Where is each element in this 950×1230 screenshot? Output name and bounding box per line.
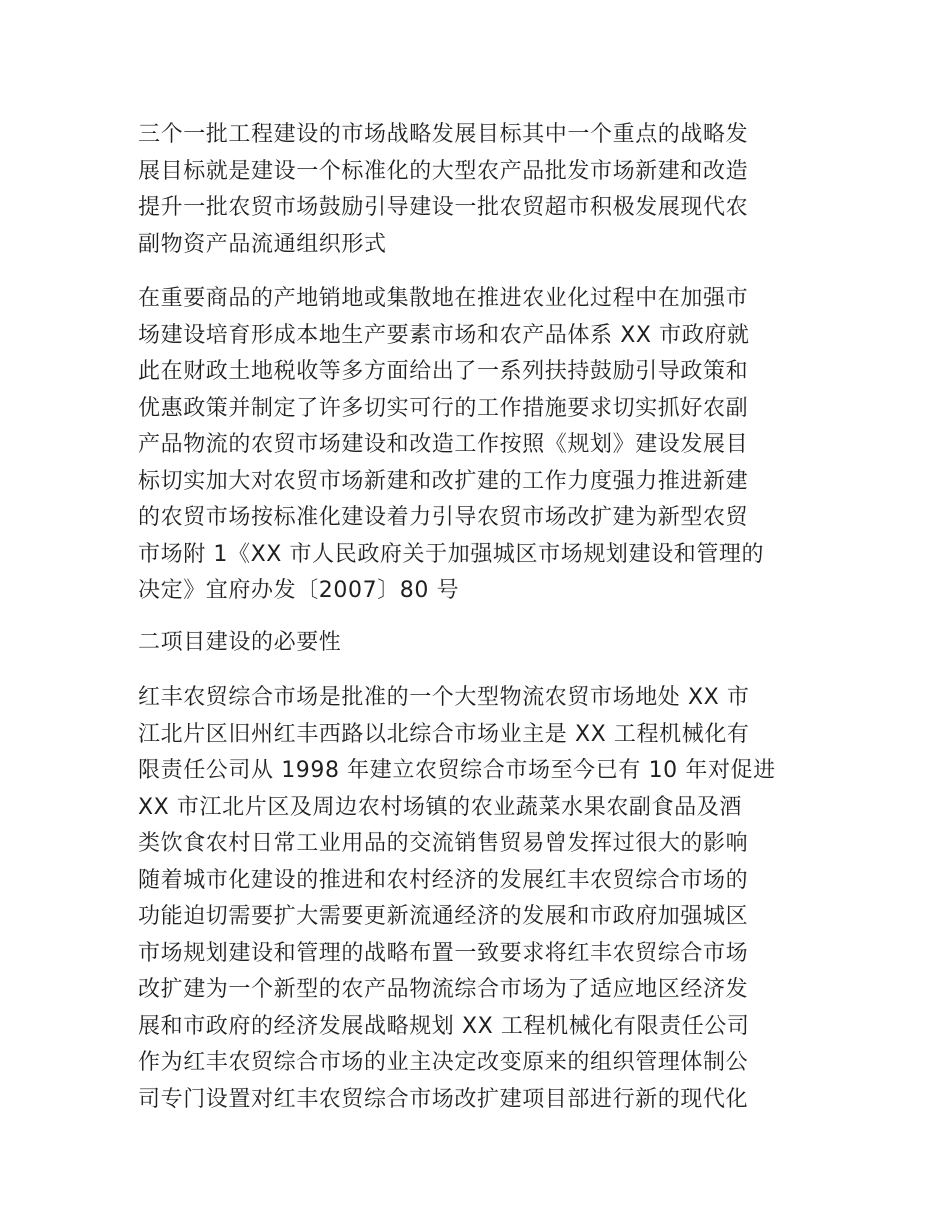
text-line: 标切实加大对农贸市场新建和改扩建的工作力度强力推进新建 — [138, 468, 749, 494]
text-line: XX 市江北片区及周边农村场镇的农业蔬菜水果农副食品及酒 — [138, 794, 742, 820]
text-line: 副物资产品流通组织形式 — [138, 231, 387, 257]
text-line: 产品物流的农贸市场建设和改造工作按照《规划》建设发展目 — [138, 432, 749, 457]
text-line: 展和市政府的经济发展战略规划 XX 工程机械化有限责任公司 — [138, 1013, 750, 1039]
text-line: 市场附 1《XX 市人民政府关于加强城区市场规划建设和管理的 — [138, 541, 765, 567]
text-line: 三个一批工程建设的市场战略发展目标其中一个重点的战略发 — [138, 122, 749, 147]
text-line: 展目标就是建设一个标准化的大型农产品批发市场新建和改造 — [138, 158, 749, 184]
text-line: 此在财政土地税收等多方面给出了一系列扶持鼓励引导政策和 — [138, 359, 749, 384]
text-line: 类饮食农村日常工业用品的交流销售贸易曾发挥过很大的影响 — [138, 831, 749, 856]
text-line: 限责任公司从 1998 年建立农贸综合市场至今已有 10 年对促进 — [138, 758, 776, 783]
text-line: 红丰农贸综合市场是批准的一个大型物流农贸市场地处 XX 市 — [138, 685, 750, 710]
text-line: 作为红丰农贸综合市场的业主决定改变原来的组织管理体制公 — [138, 1050, 749, 1075]
text-line: 优惠政策并制定了许多切实可行的工作措施要求切实抓好农副 — [138, 395, 749, 421]
text-line: 随着城市化建设的推进和农村经济的发展红丰农贸综合市场的 — [138, 867, 749, 893]
paragraph-market-strategy — [138, 117, 818, 263]
section-heading-text: 二项目建设的必要性 — [138, 630, 342, 655]
paragraph-project-necessity — [138, 680, 818, 1118]
text-line: 提升一批农贸市场鼓励引导建设一批农贸超市积极发展现代农 — [138, 195, 749, 220]
text-line: 司专门设置对红丰农贸综合市场改扩建项目部进行新的现代化 — [138, 1086, 749, 1112]
section-heading — [138, 625, 818, 662]
text-line: 市场规划建设和管理的战略布置一致要求将红丰农贸综合市场 — [138, 940, 749, 966]
text-line: 江北片区旧州红丰西路以北综合市场业主是 XX 工程机械化有 — [138, 721, 750, 747]
text-line: 在重要商品的产地销地或集散地在推进农业化过程中在加强市 — [138, 286, 749, 311]
text-line: 决定》宜府办发〔2007〕80 号 — [138, 578, 460, 603]
paragraph-policy-support — [138, 281, 818, 610]
text-line: 的农贸市场按标准化建设着力引导农贸市场改扩建为新型农贸 — [138, 505, 749, 530]
text-line: 场建设培育形成本地生产要素市场和农产品体系 XX 市政府就 — [138, 322, 750, 348]
text-line: 功能迫切需要扩大需要更新流通经济的发展和市政府加强城区 — [138, 904, 749, 929]
text-line: 改扩建为一个新型的农产品物流综合市场为了适应地区经济发 — [138, 977, 749, 1002]
